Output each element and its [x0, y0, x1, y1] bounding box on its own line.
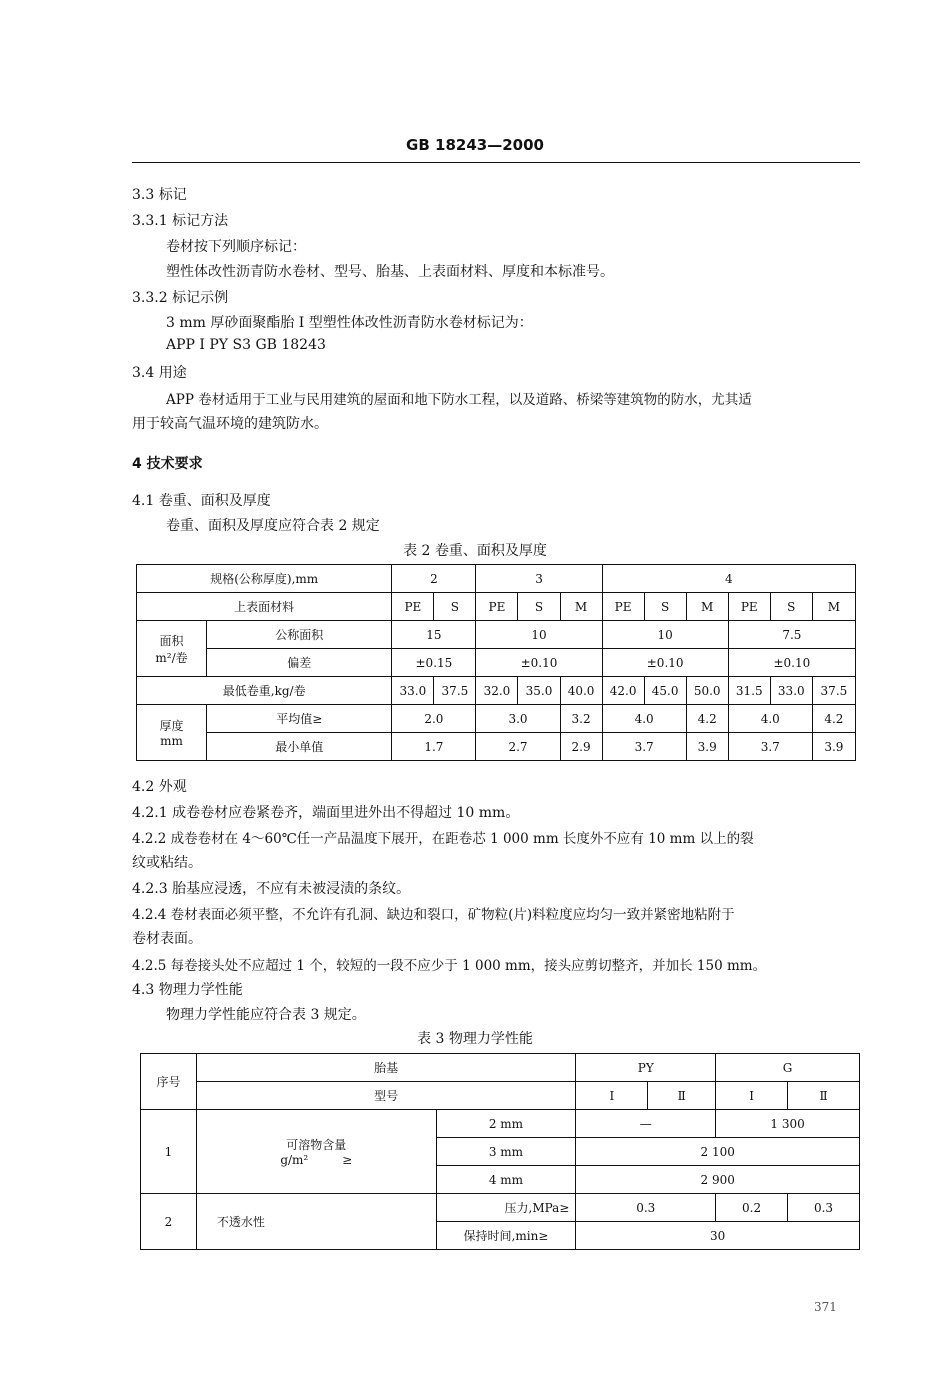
paragraph: 用于较高气温环境的建筑防水。: [132, 416, 328, 432]
surface-cell: M: [812, 593, 855, 621]
surface-label: 上表面材料: [137, 593, 392, 621]
min-single-value: 3.7: [728, 733, 812, 761]
nominal-area-value: 7.5: [728, 621, 855, 649]
nominal-area-label: 公称面积: [207, 621, 392, 649]
section-3-3-2: 3.3.2 标记示例: [132, 290, 229, 306]
section-3-3: 3.3 标记: [132, 187, 187, 203]
deviation-value: ±0.10: [602, 649, 728, 677]
min-weight-cell: 45.0: [644, 677, 686, 705]
thickness-3: 3: [476, 565, 602, 593]
page-number: 371: [814, 1300, 837, 1314]
surface-cell: M: [560, 593, 602, 621]
section-4-2-4: 4.2.4 卷材表面必须平整，不允许有孔洞、缺边和裂口，矿物粒(片)料粒度应均匀一致并紧密地粘附于: [132, 907, 735, 923]
section-4-3: 4.3 物理力学性能: [132, 982, 243, 998]
min-single-value: 3.9: [812, 733, 855, 761]
paragraph: 卷材按下列顺序标记：: [166, 239, 306, 255]
pressure-label: 压力,MPa≥: [436, 1194, 576, 1222]
mm2-label: 2 mm: [436, 1110, 576, 1138]
table-2: [136, 564, 856, 761]
py-header: PY: [576, 1054, 716, 1082]
surface-cell: PE: [728, 593, 770, 621]
soluble-content-label: 可溶物含量: [286, 1138, 347, 1152]
paragraph: APP I PY S3 GB 18243: [166, 337, 326, 353]
paragraph: 卷材表面。: [132, 931, 202, 947]
paragraph: 塑性体改性沥青防水卷材、型号、胎基、上表面材料、厚度和本标准号。: [166, 264, 614, 280]
min-weight-cell: 33.0: [392, 677, 434, 705]
avg-value: 4.0: [602, 705, 686, 733]
mm4-value: 2 900: [576, 1166, 860, 1194]
surface-cell: PE: [602, 593, 644, 621]
paragraph: 卷重、面积及厚度应符合表 2 规定: [166, 518, 380, 534]
table-3: [140, 1053, 860, 1250]
nominal-area-value: 10: [476, 621, 602, 649]
min-single-label: 最小单值: [207, 733, 392, 761]
mm3-value: 2 100: [576, 1138, 860, 1166]
min-weight-cell: 33.0: [770, 677, 812, 705]
type-g-i: I: [716, 1082, 788, 1110]
soluble-content-unit: g/m²: [280, 1153, 309, 1167]
section-4-2-1: 4.2.1 成卷卷材应卷紧卷齐，端面里进外出不得超过 10 mm。: [132, 805, 520, 821]
min-weight-cell: 35.0: [518, 677, 560, 705]
paragraph: 3 mm 厚砂面聚酯胎 I 型塑性体改性沥青防水卷材标记为：: [166, 315, 533, 331]
min-weight-label: 最低卷重,kg/卷: [137, 677, 392, 705]
deviation-value: ±0.10: [728, 649, 855, 677]
deviation-value: ±0.10: [476, 649, 602, 677]
type-g-ii: Ⅱ: [788, 1082, 860, 1110]
section-3-3-1: 3.3.1 标记方法: [132, 213, 229, 229]
thickness-label-cell: [137, 705, 207, 761]
document-header: GB 18243—2000: [406, 136, 544, 154]
section-4-2-5: 4.2.5 每卷接头处不应超过 1 个，较短的一段不应少于 1 000 mm，接头应剪切整齐，并加长 150 mm。: [132, 958, 767, 974]
type-label: 型号: [196, 1082, 575, 1110]
avg-label: 平均值≥: [207, 705, 392, 733]
deviation-value: ±0.15: [392, 649, 476, 677]
impermeability-label: 不透水性: [196, 1194, 436, 1250]
ge-symbol: ≥: [342, 1153, 353, 1167]
surface-cell: S: [434, 593, 476, 621]
avg-value: 3.0: [476, 705, 560, 733]
surface-cell: S: [518, 593, 560, 621]
section-4: 4 技术要求: [132, 456, 203, 472]
section-4-2: 4.2 外观: [132, 779, 187, 795]
thickness-4: 4: [602, 565, 855, 593]
pressure-g-i: 0.2: [716, 1194, 788, 1222]
g-header: G: [716, 1054, 860, 1082]
hold-time-value: 30: [576, 1222, 860, 1250]
row2-no: 2: [141, 1194, 197, 1250]
area-label: 面积: [159, 633, 184, 648]
min-weight-cell: 40.0: [560, 677, 602, 705]
spec-label: 规格(公称厚度),mm: [137, 565, 392, 593]
paragraph: 纹或粘结。: [132, 855, 202, 871]
section-4-1: 4.1 卷重、面积及厚度: [132, 493, 271, 509]
thickness-label: 厚度: [159, 719, 184, 733]
avg-value: 3.2: [560, 705, 602, 733]
avg-value: 4.0: [728, 705, 812, 733]
thickness-unit: mm: [160, 734, 183, 748]
area-unit: m²/卷: [155, 650, 188, 665]
soluble-content-unit-row: [197, 1153, 436, 1167]
surface-cell: PE: [476, 593, 518, 621]
min-weight-cell: 31.5: [728, 677, 770, 705]
section-3-4: 3.4 用途: [132, 365, 187, 381]
surface-cell: PE: [392, 593, 434, 621]
mm2-g: 1 300: [716, 1110, 860, 1138]
min-single-value: 3.7: [602, 733, 686, 761]
thickness-2: 2: [392, 565, 476, 593]
no-label: 序号: [141, 1054, 197, 1110]
deviation-label: 偏差: [207, 649, 392, 677]
header-rule: [132, 162, 860, 163]
base-label: 胎基: [196, 1054, 575, 1082]
min-weight-cell: 32.0: [476, 677, 518, 705]
min-weight-cell: 42.0: [602, 677, 644, 705]
nominal-area-value: 15: [392, 621, 476, 649]
min-single-value: 1.7: [392, 733, 476, 761]
table2-caption: 表 2 卷重、面积及厚度: [403, 543, 547, 559]
min-single-value: 2.9: [560, 733, 602, 761]
surface-cell: S: [770, 593, 812, 621]
mm3-label: 3 mm: [436, 1138, 576, 1166]
avg-value: 2.0: [392, 705, 476, 733]
surface-cell: M: [686, 593, 728, 621]
type-py-i: I: [576, 1082, 648, 1110]
mm4-label: 4 mm: [436, 1166, 576, 1194]
min-single-value: 2.7: [476, 733, 560, 761]
hold-time-label: 保持时间,min≥: [436, 1222, 576, 1250]
pressure-g-ii: 0.3: [788, 1194, 860, 1222]
section-4-2-3: 4.2.3 胎基应浸透，不应有未被浸渍的条纹。: [132, 881, 411, 897]
min-weight-cell: 50.0: [686, 677, 728, 705]
paragraph: APP 卷材适用于工业与民用建筑的屋面和地下防水工程，以及道路、桥梁等建筑物的防水，尤其适: [166, 392, 752, 408]
avg-value: 4.2: [686, 705, 728, 733]
mm2-py: —: [576, 1110, 716, 1138]
min-weight-cell: 37.5: [812, 677, 855, 705]
avg-value: 4.2: [812, 705, 855, 733]
type-py-ii: Ⅱ: [648, 1082, 716, 1110]
row1-no: 1: [141, 1110, 197, 1194]
surface-cell: S: [644, 593, 686, 621]
table3-caption: 表 3 物理力学性能: [417, 1031, 533, 1047]
nominal-area-value: 10: [602, 621, 728, 649]
pressure-py: 0.3: [576, 1194, 716, 1222]
min-single-value: 3.9: [686, 733, 728, 761]
area-label-cell: [137, 621, 207, 677]
min-weight-cell: 37.5: [434, 677, 476, 705]
paragraph: 物理力学性能应符合表 3 规定。: [166, 1007, 366, 1023]
section-4-2-2: 4.2.2 成卷卷材在 4～60℃任一产品温度下展开，在距卷芯 1 000 mm 长度外不应有 10 mm 以上的裂: [132, 831, 754, 847]
soluble-content-cell: [196, 1110, 436, 1194]
